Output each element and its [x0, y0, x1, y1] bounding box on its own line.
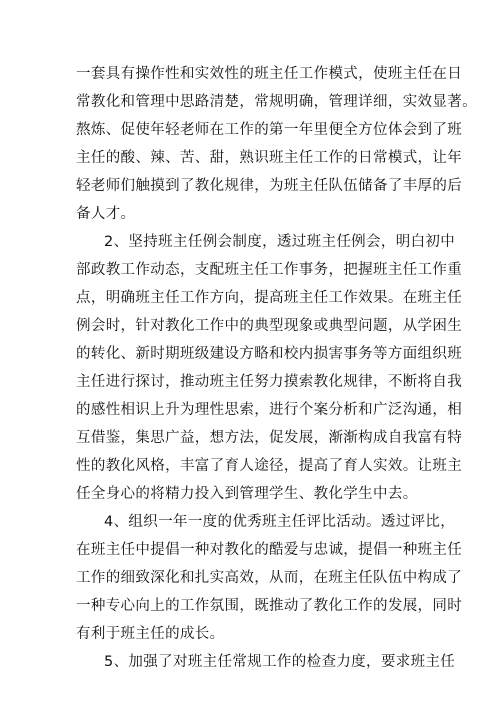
text-line: 性的教化风格，丰富了育人途径，提高了育人实效。让班主 [76, 458, 463, 474]
text-line: 熬炼、促使年轻老师在工作的第一年里便全方位体会到了班 [76, 122, 463, 138]
text-line: 在班主任中提倡一种对教化的酷爱与忠诚，提倡一种班主任 [76, 542, 463, 558]
text-line: 的转化、新时期班级建设方略和校内损害事务等方面组织班 [76, 346, 463, 362]
paragraph-start-line: 5、加强了对班主任常规工作的检查力度，要求班主任 [104, 654, 456, 670]
text-line: 轻老师们触摸到了教化规律，为班主任队伍储备了丰厚的后 [76, 178, 463, 194]
text-line: 一种专心向上的工作氛围，既推动了教化工作的发展，同时 [76, 598, 463, 614]
text-line: 主任的酸、辣、苦、甜，熟识班主任工作的日常模式，让年 [76, 150, 463, 166]
text-line: 主任进行探讨，推动班主任努力摸索教化规律，不断将自我 [76, 374, 463, 390]
text-line: 备人才。 [76, 206, 136, 222]
text-line: 一套具有操作性和实效性的班主任工作模式，使班主任在日 [76, 66, 463, 82]
text-line: 部政教工作动态，支配班主任工作事务，把握班主任工作重 [76, 262, 463, 278]
text-line: 点，明确班主任工作方向，提高班主任工作效果。在班主任 [76, 290, 463, 306]
text-line: 任全身心的将精力投入到管理学生、教化学生中去。 [76, 486, 418, 502]
text-line: 的感性相识上升为理性思索，进行个案分析和广泛沟通，相 [76, 402, 463, 418]
paragraph-start-line: 4、组织一年一度的优秀班主任评比活动。透过评比， [104, 514, 456, 530]
text-line: 有利于班主任的成长。 [76, 626, 225, 642]
paragraph-start-line: 2、坚持班主任例会制度，透过班主任例会，明白初中 [104, 234, 456, 250]
text-line: 常教化和管理中思路清楚，常规明确，管理详细，实效显著。 [76, 94, 477, 110]
text-line: 工作的细致深化和扎实高效，从而，在班主任队伍中构成了 [76, 570, 463, 586]
text-line: 互借鉴，集思广益，想方法，促发展，渐渐构成自我富有特 [76, 430, 463, 446]
text-line: 例会时，针对教化工作中的典型现象或典型问题，从学困生 [76, 318, 463, 334]
